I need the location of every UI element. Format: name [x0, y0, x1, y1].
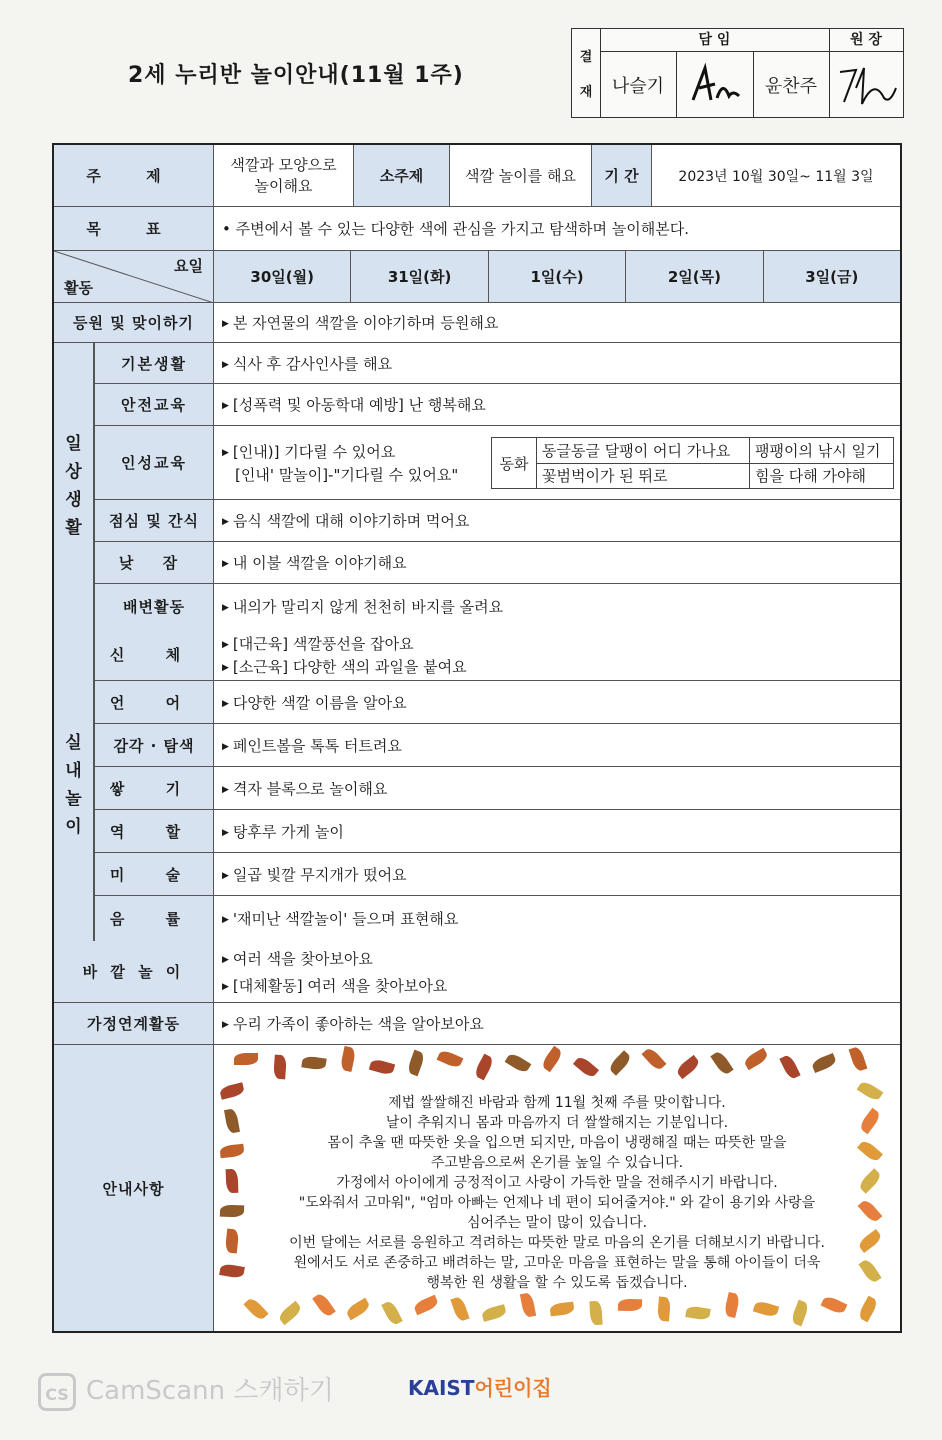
leaf-icon [345, 1298, 372, 1321]
body-label: 신 체 [94, 629, 214, 680]
notice-line: 원에서도 서로 존중하고 배려하는 말, 고마운 마음을 표현하는 말을 통해 아이들이 더욱 [293, 1255, 821, 1271]
daily-life-label [54, 343, 94, 629]
leaf-icon [520, 1292, 536, 1318]
toilet-label: 배변활동 [94, 584, 214, 629]
outdoor-label: 바 깥 놀 이 [54, 941, 214, 1002]
bullet-icon: ▶ [222, 639, 229, 650]
leaf-icon [753, 1300, 779, 1318]
kaist-logo [408, 1372, 552, 1401]
art-value: 일곱 빛깔 무지개가 떴어요 [232, 865, 407, 884]
leaf-icon [607, 1050, 632, 1076]
leaf-icon [675, 1055, 701, 1079]
bullet-icon: ▶ [222, 447, 229, 458]
bullet-icon: ▶ [222, 981, 229, 992]
bullet-icon: ▶ [222, 870, 229, 881]
indoor-char: 이 [65, 817, 82, 837]
logo-kaist: KAIST [408, 1376, 475, 1400]
sensory-value: 페인트볼을 톡톡 터트려요 [232, 736, 402, 755]
theme-label: 주 제 [54, 145, 214, 206]
period-label: 기 간 [592, 145, 652, 206]
leaf-icon [549, 1302, 574, 1317]
outdoor-row [54, 941, 900, 1003]
plan-table [52, 143, 902, 1333]
approval-header-teacher: 담 임 [600, 29, 829, 52]
character-line1: [인내)] 기다릴 수 있어요 [232, 442, 396, 461]
leaf-icon [642, 1046, 667, 1072]
art-row [54, 853, 900, 896]
basic-life-label: 기본생활 [94, 343, 214, 383]
music-label: 음 률 [94, 896, 214, 941]
music-value: '재미난 색깔놀이' 들으며 표현해요 [232, 910, 459, 928]
toilet-row [54, 584, 900, 629]
bullet-icon: ▶ [222, 698, 229, 709]
meal-value: 음식 색깔에 대해 이야기하며 먹어요 [232, 512, 470, 530]
indoor-char: 놀 [65, 789, 82, 809]
notice-row [54, 1045, 900, 1331]
leaf-icon [301, 1055, 326, 1070]
signature-2-drawing [678, 53, 751, 117]
leaf-icon [220, 1205, 244, 1218]
leaf-icon [779, 1054, 800, 1081]
approval-side-label [572, 29, 601, 117]
character-line2: [인내' 말놀이]-"기다릴 수 있어요" [235, 465, 459, 484]
daily-life-char: 생 [65, 490, 82, 510]
leaf-icon [685, 1305, 711, 1321]
camscanner-watermark [38, 1370, 334, 1411]
leaf-icon [369, 1058, 395, 1076]
bullet-icon: ▶ [222, 1020, 229, 1030]
period-value: 2023년 10월 30일~ 11월 3일 [678, 168, 874, 185]
bullet-icon: ▶ [222, 662, 229, 673]
leaf-icon [723, 1292, 740, 1318]
leaf-icon [821, 1294, 848, 1315]
story-box [491, 437, 894, 489]
notice-line: 행복한 원 생활을 할 수 있도록 돕겠습니다. [426, 1275, 688, 1291]
outdoor-value-1: 여러 색을 찾아보아요 [232, 949, 373, 968]
goal-row [54, 207, 900, 251]
home-row [54, 1003, 900, 1045]
approval-side-bottom: 재 [579, 85, 593, 100]
leaf-icon [618, 1299, 642, 1311]
bullet-icon: ▶ [222, 559, 229, 569]
theme-value: 색깔과 모양으로 놀이해요 [214, 145, 354, 206]
leaf-icon [589, 1301, 602, 1326]
toilet-value: 내의가 말리지 않게 천천히 바지를 올려요 [232, 598, 504, 616]
character-row [54, 426, 900, 500]
notice-line: 제법 쌀쌀해진 바람과 함께 11월 첫째 주를 맞이합니다. [388, 1095, 726, 1111]
bullet-icon: ▶ [222, 603, 229, 613]
leaf-icon [224, 1108, 240, 1134]
daily-life-char: 일 [65, 434, 82, 454]
days-row [54, 251, 900, 303]
goal-value: • 주변에서 볼 수 있는 다양한 색에 관심을 가지고 탐색하며 놀이해본다. [222, 220, 690, 238]
basic-life-row [54, 343, 900, 384]
day-tue: 31일(화) [350, 251, 487, 302]
day-thu: 2일(목) [625, 251, 762, 302]
notice-line: 이번 달에는 서로를 응원하고 격려하는 따뜻한 말로 마음의 온기를 더해보시기 바랍니다. [289, 1235, 825, 1251]
leaf-icon [573, 1055, 599, 1080]
story-4: 힘을 다해 가야해 [755, 467, 866, 485]
story-label: 동화 [492, 438, 537, 488]
leaf-icon [219, 1263, 245, 1279]
subtheme-value: 색깔 놀이를 해요 [450, 145, 592, 206]
bullet-icon: ▶ [222, 954, 229, 965]
outdoor-value-2: [대체활동] 여러 색을 찾아보아요 [232, 976, 448, 995]
bullet-icon: ▶ [222, 827, 229, 838]
role-value: 탕후루 가게 놀이 [232, 822, 344, 841]
nap-row [54, 542, 900, 584]
leaf-icon [811, 1053, 838, 1073]
leaf-icon [790, 1300, 810, 1327]
indoor-char: 내 [65, 761, 82, 781]
leaf-icon [437, 1049, 464, 1070]
bullet-icon: ▶ [222, 741, 229, 752]
bullet-icon: ▶ [222, 401, 229, 411]
body-value-1: [대근육] 색깔풍선을 잡아요 [232, 634, 414, 653]
story-3: 꽃범벅이가 된 뛰로 [542, 467, 668, 485]
art-label: 미 술 [94, 853, 214, 895]
logo-daycare: 어린이집 [474, 1376, 552, 1400]
home-value: 우리 가족이 좋아하는 색을 알아보아요 [232, 1015, 484, 1033]
basic-life-value: 식사 후 감사인사를 해요 [232, 354, 393, 373]
language-row [54, 681, 900, 724]
bullet-icon: ▶ [222, 359, 229, 370]
notice-line: 가정에서 아이에게 긍정적이고 사랑이 가득한 말을 전해주시기 바랍니다. [336, 1175, 778, 1191]
leaf-icon [219, 1144, 244, 1158]
leaf-icon [226, 1169, 239, 1193]
corner-weekday: 요일 [174, 257, 203, 275]
arrival-label: 등원 및 맞이하기 [54, 303, 214, 342]
leaf-icon [234, 1053, 258, 1065]
blocks-label: 쌓 기 [94, 767, 214, 809]
leaf-icon [849, 1046, 868, 1073]
leaf-icon [273, 1055, 287, 1080]
notice-line: 몸이 추울 땐 따뜻한 옷을 입으면 되지만, 마음이 냉랭해질 때는 따뜻한 말을 [327, 1135, 787, 1151]
approval-header-director: 원 장 [829, 29, 903, 52]
indoor-label [54, 629, 94, 941]
home-label: 가정연계활동 [54, 1003, 214, 1044]
safety-value: [성폭력 및 아동학대 예방] 난 행복해요 [232, 396, 486, 414]
leaf-icon [225, 1228, 239, 1253]
music-row [54, 896, 900, 941]
meal-row [54, 500, 900, 542]
corner-activity: 활동 [64, 279, 93, 297]
notice-line: 날이 추워지니 몸과 마음까지 더 쌀쌀해지는 기분입니다. [385, 1115, 729, 1131]
leaf-icon [505, 1052, 532, 1075]
notice-text [244, 1093, 870, 1293]
notice-line: 심어주는 말이 많이 있습니다. [466, 1215, 648, 1231]
leaf-icon [381, 1300, 403, 1327]
sensory-row [54, 724, 900, 767]
story-1: 동글동글 달팽이 어디 가나요 [542, 442, 731, 460]
character-label: 인성교육 [94, 426, 214, 499]
leaf-icon [473, 1054, 495, 1081]
leaf-icon [710, 1050, 733, 1077]
notice-label: 안내사항 [54, 1045, 214, 1331]
bullet-icon: ▶ [222, 319, 229, 329]
day-mon: 30일(월) [214, 251, 350, 302]
leaf-icon [743, 1048, 770, 1070]
notice-line: "도와줘서 고마워", "엄마 아빠는 언제나 네 편이 되어줄거야." 와 같이 용기와 사랑을 [298, 1195, 816, 1211]
day-wed: 1일(수) [488, 251, 625, 302]
leaf-icon [340, 1046, 357, 1072]
arrival-row [54, 303, 900, 343]
camscanner-badge: CS [38, 1373, 76, 1411]
daily-life-group [54, 343, 900, 629]
arrival-value: 본 자연물의 색깔을 이야기하며 등원해요 [232, 314, 499, 332]
sensory-label: 감각 · 탐색 [94, 724, 214, 766]
nap-label: 낮 잠 [94, 542, 214, 583]
safety-label: 안전교육 [94, 384, 214, 425]
days-corner [54, 251, 214, 302]
daily-life-char: 상 [65, 462, 82, 482]
leaf-icon [657, 1297, 671, 1322]
blocks-value: 격자 블록으로 놀이해요 [232, 779, 388, 798]
body-value-2: [소근육] 다양한 색의 과일을 붙여요 [232, 657, 467, 676]
story-2: 팽팽이의 낚시 일기 [755, 442, 881, 460]
bullet-icon: ▶ [222, 915, 229, 925]
leaf-icon [540, 1046, 564, 1072]
nap-value: 내 이불 색깔을 이야기해요 [232, 554, 407, 572]
leaf-icon [481, 1304, 507, 1322]
signature-4-drawing [831, 53, 903, 117]
daily-life-char: 활 [65, 518, 82, 538]
indoor-char: 실 [65, 733, 82, 753]
safety-row [54, 384, 900, 426]
indoor-group [54, 629, 900, 941]
leaf-icon [243, 1296, 268, 1322]
body-row [54, 629, 900, 681]
role-row [54, 810, 900, 853]
approval-box [571, 28, 904, 118]
camscanner-text: CamScann 스캐하기 [86, 1376, 334, 1406]
meal-label: 점심 및 간식 [94, 500, 214, 541]
blocks-row [54, 767, 900, 810]
notice-frame [214, 1045, 900, 1331]
notice-line: 주고받음으로써 온기를 높일 수 있습니다. [430, 1155, 684, 1171]
header-row [54, 145, 900, 207]
leaf-icon [857, 1296, 879, 1323]
role-label: 역 할 [94, 810, 214, 852]
signature-3: 윤찬주 [764, 76, 818, 97]
leaf-icon [406, 1050, 425, 1077]
signature-1: 나슬기 [611, 76, 665, 97]
language-value: 다양한 색깔 이름을 알아요 [232, 693, 407, 712]
bullet-icon: ▶ [222, 517, 229, 527]
leaf-icon [413, 1295, 440, 1315]
language-label: 언 어 [94, 681, 214, 723]
leaf-icon [450, 1296, 469, 1323]
leaf-icon [277, 1301, 303, 1325]
leaf-icon [312, 1292, 336, 1319]
bullet-icon: ▶ [222, 784, 229, 795]
approval-side-top: 결 [579, 50, 593, 65]
goal-label: 목 표 [54, 207, 214, 250]
day-fri: 3일(금) [763, 251, 900, 302]
leaf-icon [219, 1082, 245, 1099]
subtheme-label: 소주제 [354, 145, 450, 206]
page-title: 2세 누리반 놀이안내(11월 1주) [128, 63, 464, 88]
